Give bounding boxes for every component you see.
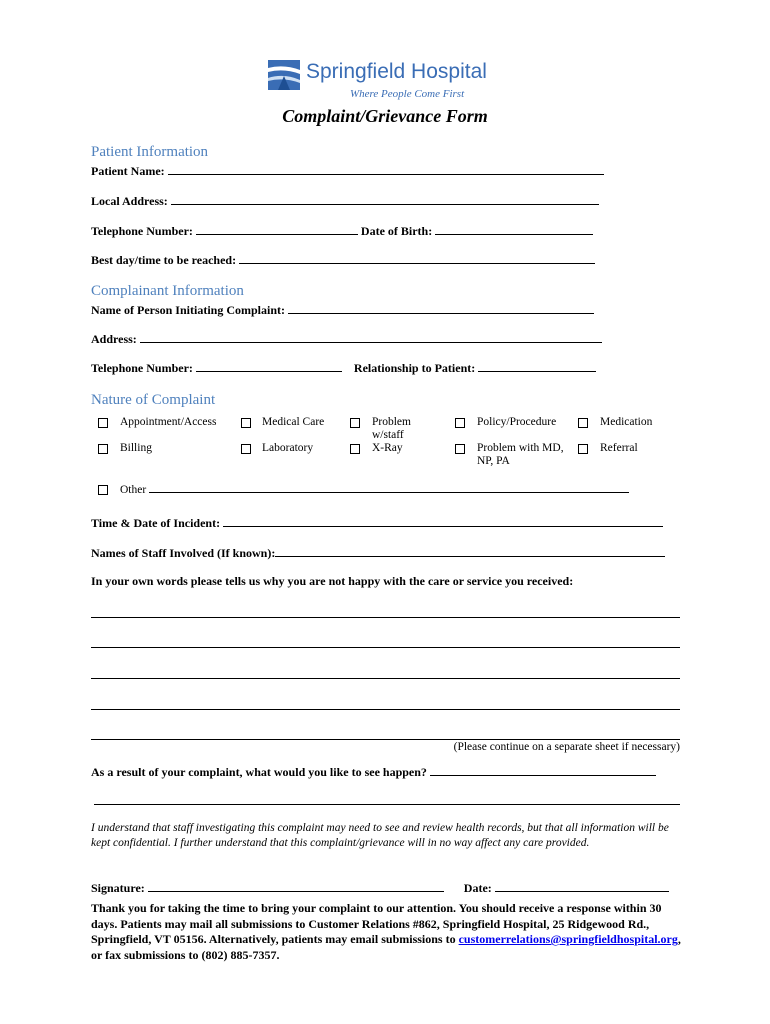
disclaimer-text: I understand that staff investigating this complaint may need to see and review health records, but that all information will be kept confidential. I further understand that this complaint/grievance will in no way affect any care provided.: [91, 822, 669, 849]
checkbox-policy[interactable]: [455, 418, 465, 428]
option-medical-care: Medical Care: [262, 416, 325, 428]
option-policy: Policy/Procedure: [477, 416, 557, 428]
logo-icon: [268, 60, 300, 90]
staff-involved-row: [91, 545, 665, 561]
checkbox-problem-staff[interactable]: [350, 418, 360, 428]
local-address-field[interactable]: [171, 193, 599, 205]
option-other: [120, 483, 629, 497]
own-words-prompt: In your own words please tells us why you are not happy with the care or service you received:: [91, 574, 574, 588]
writing-line-5[interactable]: [91, 739, 680, 740]
writing-line-3[interactable]: [91, 678, 680, 679]
thanks-text: Thank you for taking the time to bring your complaint to our attention. You should receive a response within 30 days. Patients may mail all submissions to Customer Relations #862, Springfield Hospital, 25 Ridgewood Rd., Springfield, VT 05156. Alternatively, patients may email submissions to: [91, 901, 662, 946]
option-laboratory: Laboratory: [262, 442, 314, 454]
option-medication: Medication: [600, 416, 653, 428]
initiator-label: Name of Person Initiating Complaint:: [91, 303, 285, 317]
complainant-address-row: [91, 331, 602, 347]
email-link[interactable]: customerrelations@springfieldhospital.org: [458, 932, 678, 946]
checkbox-medication[interactable]: [578, 418, 588, 428]
complainant-phone-label: Telephone Number:: [91, 361, 193, 375]
best-time-row: [91, 252, 595, 268]
checkbox-medical-care[interactable]: [241, 418, 251, 428]
patient-phone-label: Telephone Number:: [91, 224, 193, 238]
signature-row: [91, 880, 669, 896]
patient-phone-field[interactable]: [196, 223, 358, 235]
continue-note: (Please continue on a separate sheet if necessary): [453, 741, 680, 753]
best-time-field[interactable]: [239, 252, 595, 264]
form-title: Complaint/Grievance Form: [282, 106, 488, 126]
logo-tagline: Where People Come First: [350, 88, 465, 100]
option-xray: X-Ray: [372, 442, 403, 454]
date-label: Date:: [463, 881, 492, 895]
patient-name-row: [91, 163, 604, 179]
writing-line-1[interactable]: [91, 617, 680, 618]
staff-involved-field[interactable]: [275, 545, 665, 557]
local-address-label: Local Address:: [91, 194, 168, 208]
patient-phone-row: [91, 223, 593, 239]
checkbox-billing[interactable]: [98, 444, 108, 454]
relationship-label: Relationship to Patient:: [353, 361, 476, 375]
hospital-logo: [268, 58, 508, 104]
signature-label: Signature:: [91, 881, 145, 895]
result-line-2[interactable]: [94, 804, 680, 805]
nature-heading: Nature of Complaint: [91, 392, 216, 408]
checkbox-problem-md[interactable]: [455, 444, 465, 454]
complainant-phone-row: [91, 360, 596, 376]
patient-name-label: Patient Name:: [91, 164, 165, 178]
fax-text: , or fax submissions to (802) 885-7357.: [91, 932, 681, 962]
checkbox-other[interactable]: [98, 485, 108, 495]
incident-time-field[interactable]: [223, 515, 663, 527]
result-field[interactable]: [430, 764, 656, 776]
initiator-row: [91, 302, 594, 318]
option-problem-staff: Problem w/staff: [372, 416, 411, 441]
result-row: [91, 764, 656, 780]
option-referral: Referral: [600, 442, 638, 454]
best-time-label: Best day/time to be reached:: [91, 253, 237, 267]
other-field[interactable]: [149, 483, 629, 493]
logo-name: Springfield Hospital: [306, 60, 487, 83]
checkbox-appointment[interactable]: [98, 418, 108, 428]
signature-field[interactable]: [148, 880, 444, 892]
checkbox-referral[interactable]: [578, 444, 588, 454]
relationship-field[interactable]: [478, 360, 596, 372]
staff-involved-label: Names of Staff Involved (If known):: [91, 546, 276, 560]
complainant-address-label: Address:: [91, 332, 137, 346]
incident-time-label: Time & Date of Incident:: [91, 516, 221, 530]
other-label: Other: [120, 484, 147, 496]
local-address-row: [91, 193, 599, 209]
complainant-address-field[interactable]: [140, 331, 602, 343]
complainant-phone-field[interactable]: [196, 360, 342, 372]
option-problem-md: Problem with MD, NP, PA: [477, 442, 564, 467]
patient-name-field[interactable]: [168, 163, 604, 175]
dob-field[interactable]: [435, 223, 593, 235]
checkbox-laboratory[interactable]: [241, 444, 251, 454]
footer-text: [91, 901, 681, 963]
date-field[interactable]: [495, 880, 669, 892]
option-appointment: Appointment/Access: [120, 416, 217, 428]
complainant-info-heading: Complainant Information: [91, 283, 244, 299]
incident-time-row: [91, 515, 663, 531]
writing-line-2[interactable]: [91, 647, 680, 648]
dob-label: Date of Birth:: [360, 224, 433, 238]
checkbox-xray[interactable]: [350, 444, 360, 454]
option-billing: Billing: [120, 442, 152, 454]
writing-line-4[interactable]: [91, 709, 680, 710]
result-prompt: As a result of your complaint, what would you like to see happen?: [91, 765, 427, 779]
patient-info-heading: Patient Information: [91, 144, 209, 160]
initiator-field[interactable]: [288, 302, 594, 314]
